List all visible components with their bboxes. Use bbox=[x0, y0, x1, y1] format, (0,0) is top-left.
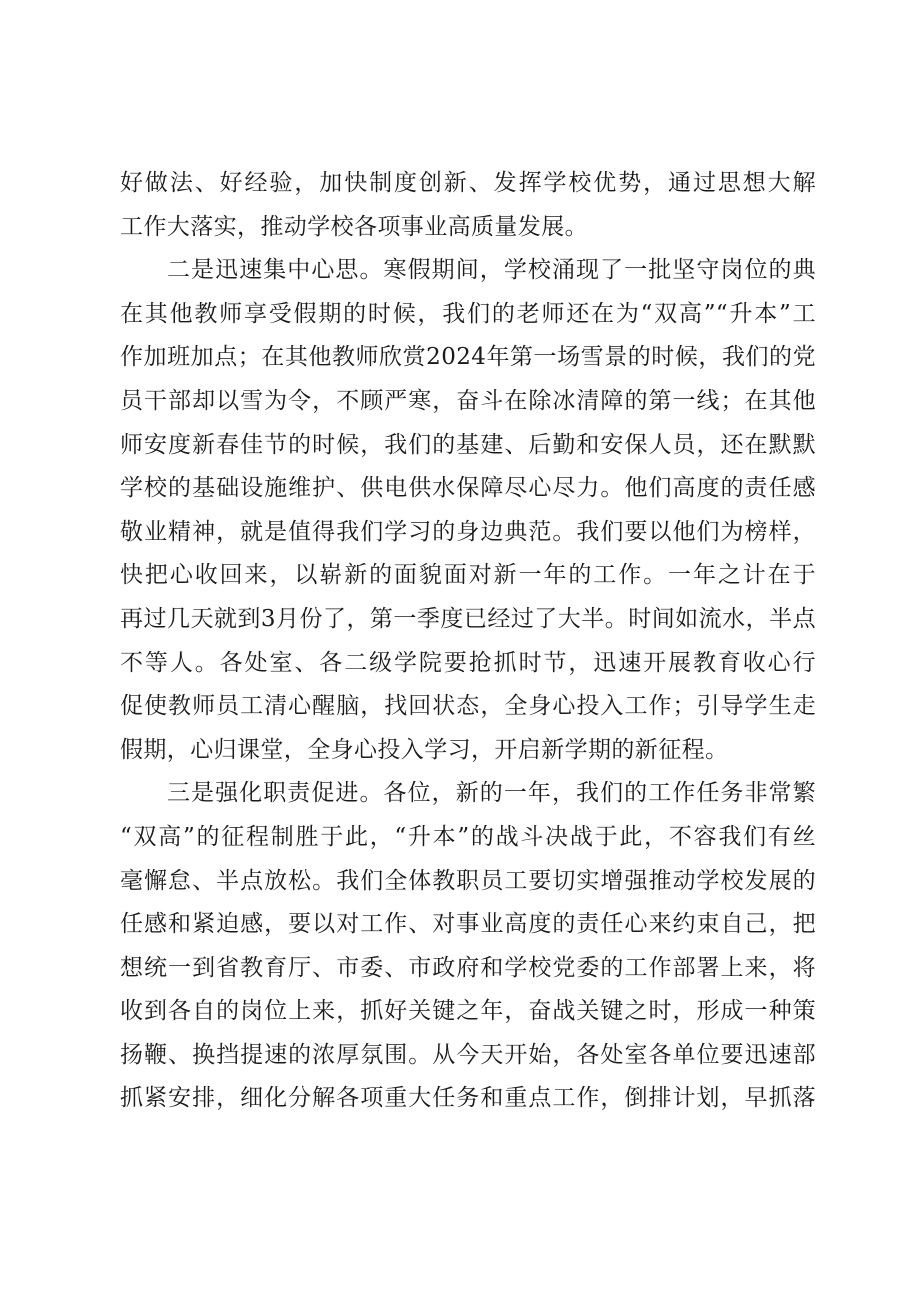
text-line: 促使教师员工清心醒脑，找回状态，全身心投入工作；引导学生走 bbox=[120, 693, 816, 720]
text-line: 再过几天就到3月份了，第一季度已经过了大半。时间如流水，半点 bbox=[120, 605, 816, 632]
document-body bbox=[120, 162, 816, 1121]
text-line: 二是迅速集中心思。寒假期间，学校涌现了一批坚守岗位的典 bbox=[167, 257, 816, 284]
text-line: 扬鞭、换挡提速的浓厚氛围。从今天开始，各处室各单位要迅速部 bbox=[120, 1041, 816, 1068]
text-line: 想统一到省教育厅、市委、市政府和学校党委的工作部署上来，将 bbox=[120, 954, 816, 981]
text-line: 假期，心归课堂，全身心投入学习，开启新学期的新征程。 bbox=[120, 736, 729, 763]
text-line: 收到各自的岗位上来，抓好关键之年，奋战关键之时，形成一种策 bbox=[120, 998, 816, 1025]
text-line: 任感和紧迫感，要以对工作、对事业高度的责任心来约束自己，把 bbox=[120, 911, 816, 938]
text-line: 好做法、好经验，加快制度创新、发挥学校优势，通过思想大解 bbox=[120, 170, 816, 196]
text-line: 不等人。各处室、各二级学院要抢抓时节，迅速开展教育收心行 bbox=[120, 649, 816, 676]
text-line: 快把心收回来，以崭新的面貌面对新一年的工作。一年之计在于 bbox=[120, 562, 816, 589]
text-line: 作加班加点；在其他教师欣赏2024年第一场雪景的时候，我们的党 bbox=[120, 344, 816, 371]
text-line: 师安度新春佳节的时候，我们的基建、后勤和安保人员，还在默默 bbox=[120, 431, 816, 458]
text-line: “双高”的征程制胜于此，“升本”的战斗决战于此，不容我们有丝 bbox=[120, 823, 816, 850]
text-line: 学校的基础设施维护、供电供水保障尽心尽力。他们高度的责任感 bbox=[120, 475, 816, 502]
text-line: 在其他教师享受假期的时候，我们的老师还在为“双高”“升本”工 bbox=[120, 300, 816, 327]
text-line: 敬业精神，就是值得我们学习的身边典范。我们要以他们为榜样， bbox=[120, 518, 816, 545]
text-line: 抓紧安排，细化分解各项重大任务和重点工作，倒排计划，早抓落 bbox=[120, 1085, 816, 1112]
text-line: 三是强化职责促进。各位，新的一年，我们的工作任务非常繁 bbox=[167, 780, 816, 807]
text-line: 工作大落实，推动学校各项事业高质量发展。 bbox=[120, 213, 588, 240]
text-line: 毫懈怠、半点放松。我们全体教职员工要切实增强推动学校发展的 bbox=[120, 867, 816, 894]
text-line: 员干部却以雪为令，不顾严寒，奋斗在除冰清障的第一线；在其他 bbox=[120, 387, 816, 414]
